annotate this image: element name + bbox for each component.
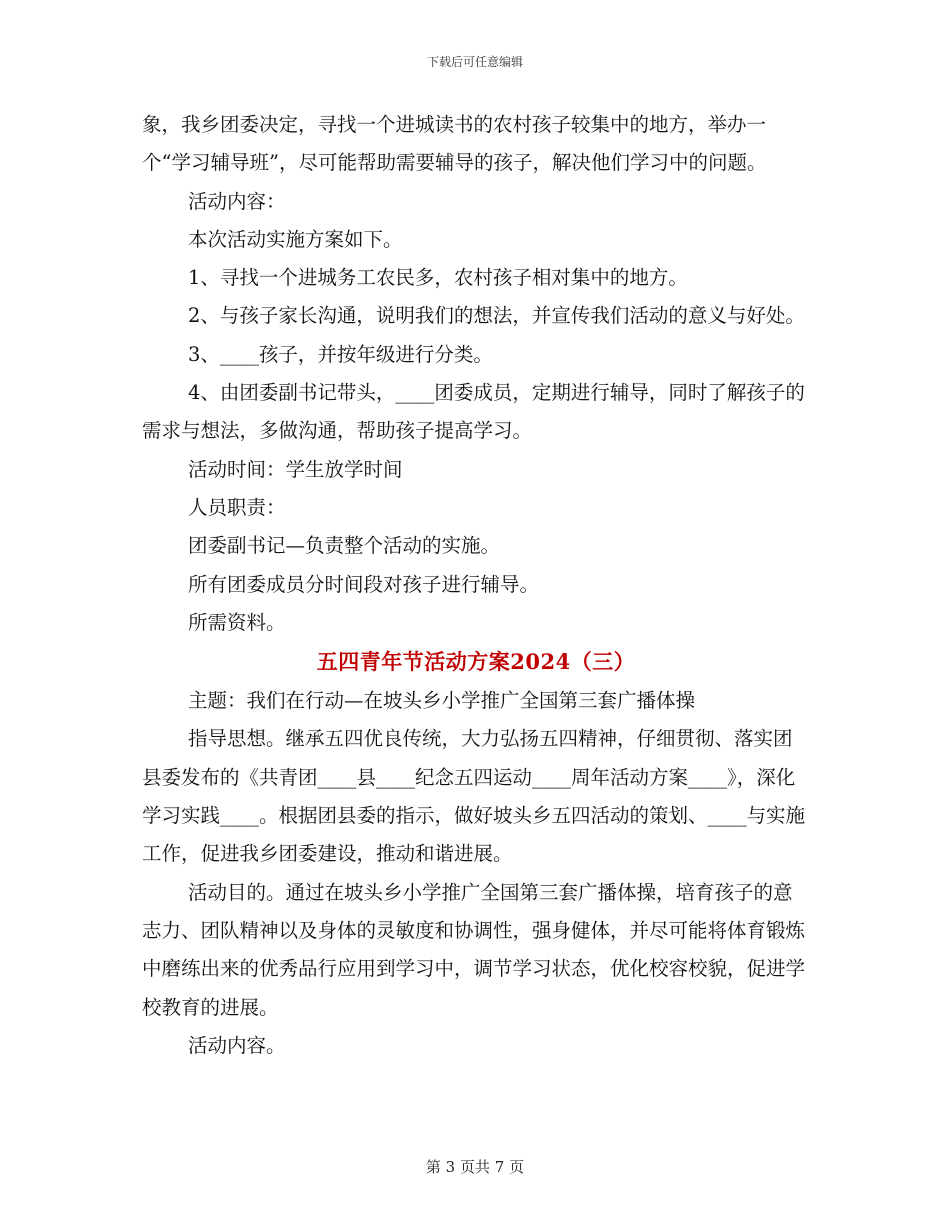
paragraph: 团委副书记—负责整个活动的实施。 bbox=[188, 534, 501, 558]
paragraph: 人员职责： bbox=[188, 495, 286, 519]
paragraph: 1、寻找一个进城务工农民多，农村孩子相对集中的地方。 bbox=[188, 266, 688, 290]
paragraph: 活动时间：学生放学时间 bbox=[188, 457, 403, 481]
page-header: 下载后可任意编辑 bbox=[426, 55, 523, 69]
paragraph: 2、与孩子家长沟通，说明我们的想法，并宣传我们活动的意义与好处。 bbox=[188, 304, 805, 328]
paragraph: 活动目的。通过在坡头乡小学推广全国第三套广播体操，培育孩子的意志力、团队精神以及身体的灵敏度和协调性，强身健体，并尽可能将体育锻炼中磨练出来的优秀品行应用到学习中，调节学习状态，优化校容校貌，促进学校教育的进展。 bbox=[142, 880, 806, 1019]
paragraph: 4、由团委副书记带头，____团委成员，定期进行辅导，同时了解孩子的需求与想法，多做沟通，帮助孩子提高学习。 bbox=[142, 381, 805, 443]
paragraph: 3、____孩子，并按年级进行分类。 bbox=[188, 342, 493, 366]
paragraph: 指导思想。继承五四优良传统，大力弘扬五四精神，仔细贯彻、落实团县委发布的《共青团____县____纪念五四运动____周年活动方案____》，深化学习实践____。根据团县委的指示，做好坡头乡五四活动的策划、____与实施工作，促进我乡团委建设，推动和谐进展。 bbox=[142, 727, 806, 866]
paragraph: 象，我乡团委决定，寻找一个进城读书的农村孩子较集中的地方，举办一个“学习辅导班”，尽可能帮助需要辅导的孩子，解决他们学习中的问题。 bbox=[142, 113, 767, 175]
section-title: 五四青年节活动方案2024（三） bbox=[316, 649, 636, 675]
page-footer: 第 3 页共 7 页 bbox=[425, 1158, 525, 1176]
paragraph: 主题：我们在行动—在坡头乡小学推广全国第三套广播体操 bbox=[188, 689, 696, 713]
paragraph: 活动内容： bbox=[188, 189, 286, 213]
paragraph: 本次活动实施方案如下。 bbox=[188, 227, 403, 251]
paragraph: 所需资料。 bbox=[188, 610, 286, 634]
paragraph: 所有团委成员分时间段对孩子进行辅导。 bbox=[188, 572, 540, 596]
document-body bbox=[142, 106, 810, 1065]
paragraph: 活动内容。 bbox=[188, 1033, 286, 1057]
